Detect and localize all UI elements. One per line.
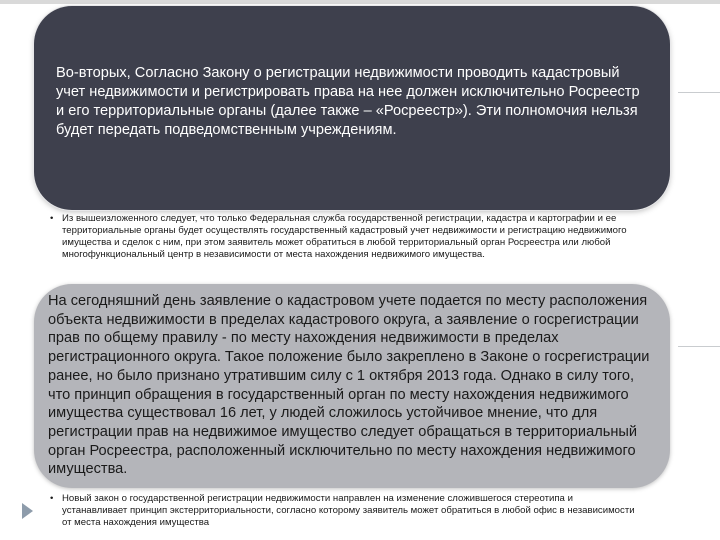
bullet-1-text: Из вышеизложенного следует, что только Федеральная служба государственной регистрации, кадастра и картографии и ее территориальные органы будет осуществлять государственный кадастровый учет недвижимости и регистрацию недвижимого имущества и сделок с ним, при этом заявитель может обратиться в любой территориальный орган Росреестра или любой многофункциональный центр в независимости от места нахождения недвижимого имущества.	[62, 213, 627, 260]
decorative-line	[678, 346, 720, 347]
bullet-dot: •	[50, 493, 54, 504]
box2-paragraph: На сегодняшний день заявление о кадастровом учете подается по месту расположения объекта недвижимости в пределах кадастрового округа, а заявление о госрегистрации прав по общему правилу - по месту нахождения недвижимости в пределах регистрационного округа. Такое положение было закреплено в Законе о госрегистрации ранее, но было признано утратившим силу с 1 октября 2013 года. Однако в силу того, что принцип обращения в государственный орган по месту нахождения недвижимого имущества существовал 16 лет, у людей сложилось устойчивое мнение, что для регистрации прав на недвижимое имущество следует обращаться в территориальный орган Росреестра, расположенный исключительно по месту нахождения недвижимого имущества.	[48, 293, 650, 478]
bullet-item-1	[50, 213, 662, 261]
top-rule	[0, 0, 720, 4]
arrow-right-icon	[22, 503, 33, 519]
bullet-dot: •	[50, 213, 54, 224]
bullet-2-text: Новый закон о государственной регистрации недвижимости направлен на изменение сложившегося стереотипа и устанавливает принцип экстерриториальности, согласно которому заявитель может обратиться в любой офис в независимости от места нахождения имущества	[62, 493, 635, 528]
box1-paragraph: Во-вторых, Согласно Закону о регистрации недвижимости проводить кадастровый учет недвижимости и регистрировать права на нее должен исключительно Росреестр и его территориальные органы (далее также – «Росреестр»). Эти полномочия нельзя будет передать подведомственным учреждениям.	[56, 65, 640, 138]
decorative-line	[678, 92, 720, 93]
bullet-item-2	[50, 493, 640, 529]
text-box-dark	[34, 6, 670, 210]
text-box-gray	[34, 284, 670, 488]
